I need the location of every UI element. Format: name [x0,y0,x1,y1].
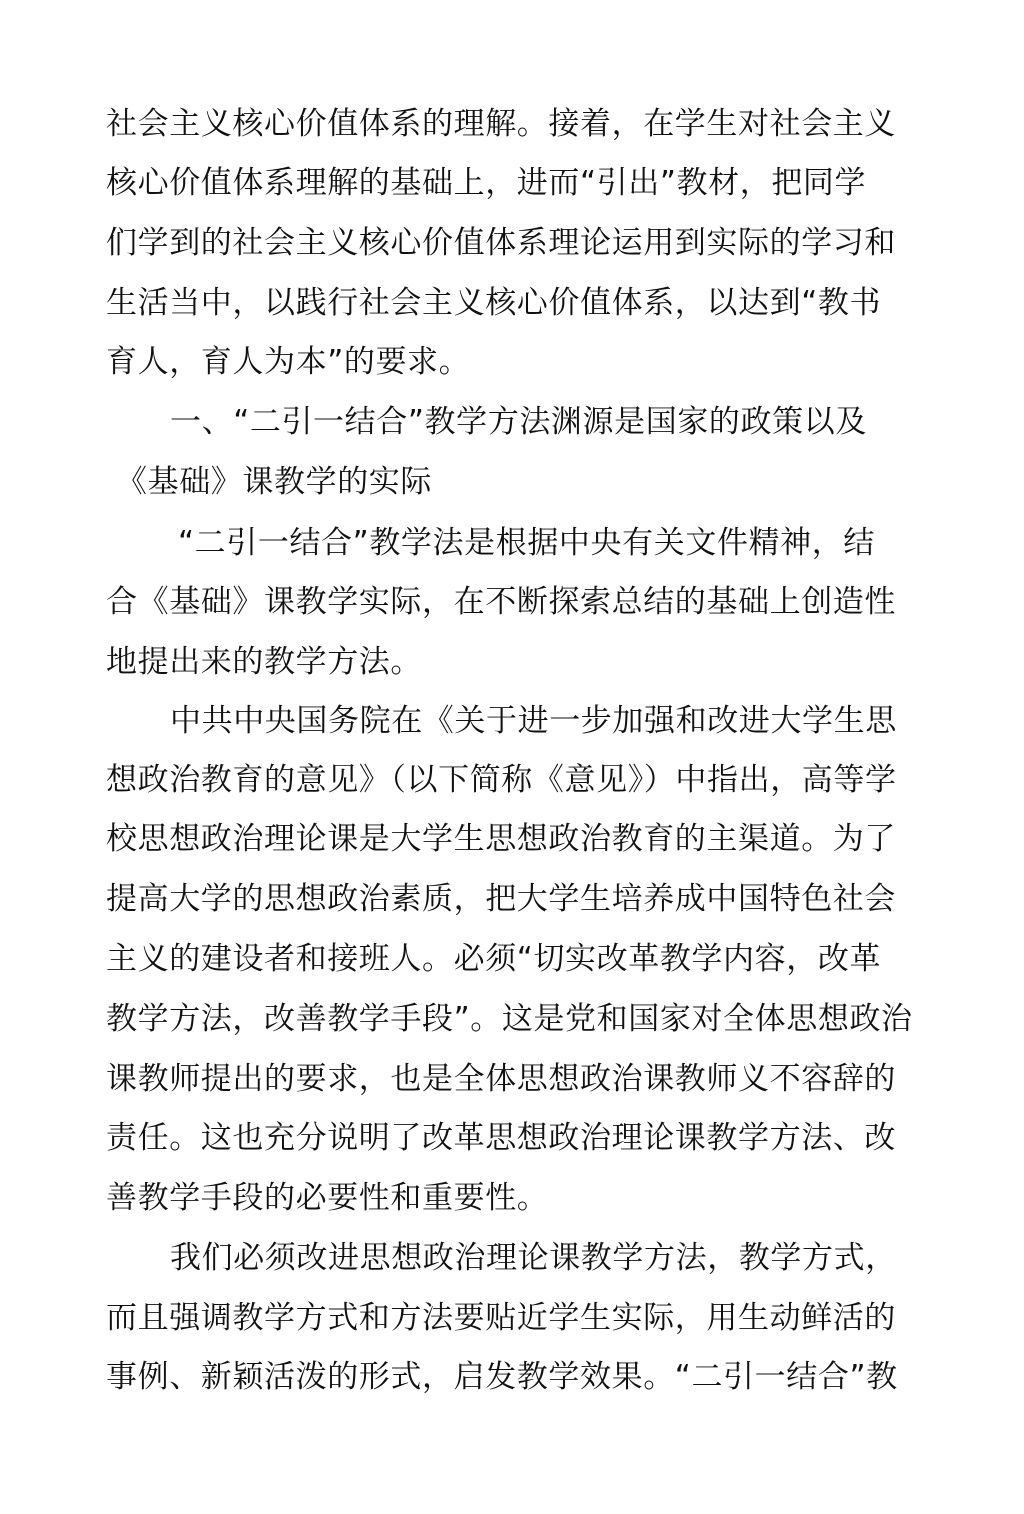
text-line-11: 中共中央国务院在《关于进一步加强和改进大学生思 [170,703,897,739]
text-line-19: 善教学手段的必要性和重要性。 [106,1180,549,1216]
text-line-16: 教学方法，改善教学手段”。这是党和国家对全体思想政治 [106,1001,913,1037]
section-heading-line-2: 《基础》课教学的实际 [116,464,432,500]
section-heading-line-1: 一、“二引一结合”教学方法渊源是国家的政策以及 [170,404,867,440]
text-line-8: “二引一结合”教学法是根据中央有关文件精神，结 [178,525,875,561]
text-line-22: 事例、新颖活泼的形式，启发教学效果。“二引一结合”教 [106,1359,898,1395]
text-line-21: 而且强调教学方式和方法要贴近学生实际，用生动鲜活的 [106,1300,896,1336]
text-line-10: 地提出来的教学方法。 [106,644,422,680]
text-line-13: 校思想政治理论课是大学生思想政治教育的主渠道。为了 [106,821,896,857]
text-line-2: 核心价值体系理解的基础上，进而“引出”教材，把同学 [106,165,867,201]
text-line-14: 提高大学的思想政治素质，把大学生培养成中国特色社会 [106,881,896,917]
text-line-1: 社会主义核心价值体系的理解。接着，在学生对社会主义 [106,106,896,142]
text-line-20: 我们必须改进思想政治理论课教学方法，教学方式， [170,1240,897,1276]
text-line-3: 们学到的社会主义核心价值体系理论运用到实际的学习和 [106,225,896,261]
text-line-9: 合《基础》课教学实际，在不断探索总结的基础上创造性 [106,584,896,620]
text-line-18: 责任。这也充分说明了改革思想政治理论课教学方法、改 [106,1120,896,1156]
text-line-12: 想政治教育的意见》（以下简称《意见》）中指出，高等学 [106,762,897,798]
text-line-5: 育人，育人为本”的要求。 [106,344,471,380]
text-line-15: 主义的建设者和接班人。必须“切实改革教学内容，改革 [106,941,882,977]
text-line-4: 生活当中，以践行社会主义核心价值体系，以达到“教书 [106,285,882,321]
text-line-17: 课教师提出的要求，也是全体思想政治课教师义不容辞的 [106,1061,896,1097]
